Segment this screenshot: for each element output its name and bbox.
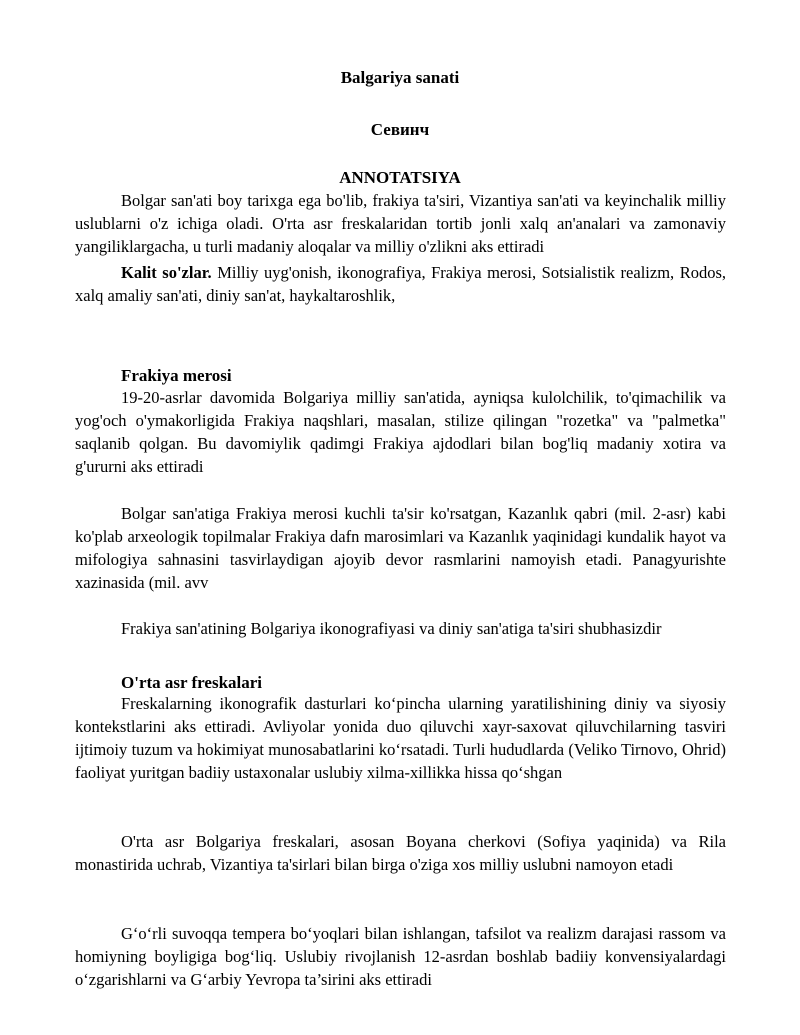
author-name: Севинч: [370, 120, 430, 139]
paragraph: O'rta asr Bolgariya freskalari, asosan Boyana cherkovi (Sofiya yaqinida) va Rila monastirida uchrab, Vizantiya ta'sirlari bilan birga o'ziga xos milliy uslubni namoyon etadi: [75, 832, 726, 874]
section-heading-freskalar: O'rta asr freskalari: [121, 673, 263, 692]
section-frakiya-p3: [75, 617, 726, 640]
keywords-text: Milliy uyg'onish, ikonografiya, Frakiya merosi, Sotsialistik realizm, Rodos, xalq amaliy san'ati, diniy san'at, haykaltaroshlik,: [75, 263, 726, 305]
paragraph: G‘o‘rli suvoqqa tempera bo‘yoqlari bilan ishlangan, tafsilot va realizm darajasi rassom va homiyning boyligiga bog‘liq. Uslubiy rivojlanish 12-asrdan boshlab badiiy konvensiyalardagi o‘zgarishlarni va G‘arbiy Yevropa ta’sirini aks ettiradi: [75, 924, 726, 989]
keywords-paragraph: [75, 261, 726, 307]
annotation-block: [75, 189, 726, 307]
document-title: Balgariya sanati: [340, 68, 460, 87]
annotation-heading: ANNOTATSIYA: [339, 168, 461, 187]
paragraph: Freskalarning ikonografik dasturlari ko‘pincha ularning yaratilishining diniy va siyosiy kontekstlarini aks ettiradi. Avliyolar yonida duo qiluvchi xayr-saxovat qiluvchilarning tasviri ijtimoiy tuzum va hokimiyat munosabatlarini ko‘rsatadi. Turli hududlarda (Veliko Tirnovo, Ohrid) faoliyat yuritgan badiiy ustaxonalar uslubiy xilma-xillikka hissa qo‘shgan: [75, 694, 726, 782]
section-frakiya-p1: [75, 386, 726, 478]
keywords-label: Kalit so'zlar.: [121, 263, 212, 282]
section-freskalar-p2: [75, 830, 726, 876]
section-freskalar-p3: [75, 922, 726, 991]
annotation-text: Bolgar san'ati boy tarixga ega bo'lib, frakiya ta'siri, Vizantiya san'ati va keyinchalik milliy uslublarni o'z ichiga oladi. O'rta asr freskalaridan tortib jonli xalq an'analari va zamonaviy yangiliklargacha, u turli madaniy aloqalar va milliy o'zlikni aks ettiradi: [75, 191, 726, 256]
section-heading-frakiya: Frakiya merosi: [121, 366, 232, 385]
paragraph: Frakiya san'atining Bolgariya ikonografiyasi va diniy san'atiga ta'siri shubhasizdir: [121, 619, 662, 638]
paragraph: Bolgar san'atiga Frakiya merosi kuchli ta'sir ko'rsatgan, Kazanlık qabri (mil. 2-asr) kabi ko'plab arxeologik topilmalar Frakiya dafn marosimlari va Kazanlık yaqinidagi kundalik hayot va mifologiya sahnasini tasvirlaydigan ajoyib devor rasmlarini namoyish etadi. Panagyurishte xazinasida (mil. avv: [75, 504, 726, 592]
section-freskalar-p1: [75, 692, 726, 784]
section-frakiya-p2: [75, 502, 726, 594]
paragraph: 19-20-asrlar davomida Bolgariya milliy san'atida, ayniqsa kulolchilik, to'qimachilik va yog'och o'ymakorligida Frakiya naqshlari, masalan, stilize qilingan "rozetka" va "palmetka" saqlanib qolgan. Bu davomiylik qadimgi Frakiya ajdodlari bilan bog'liq madaniy xotira va g'ururni aks ettiradi: [75, 388, 726, 476]
